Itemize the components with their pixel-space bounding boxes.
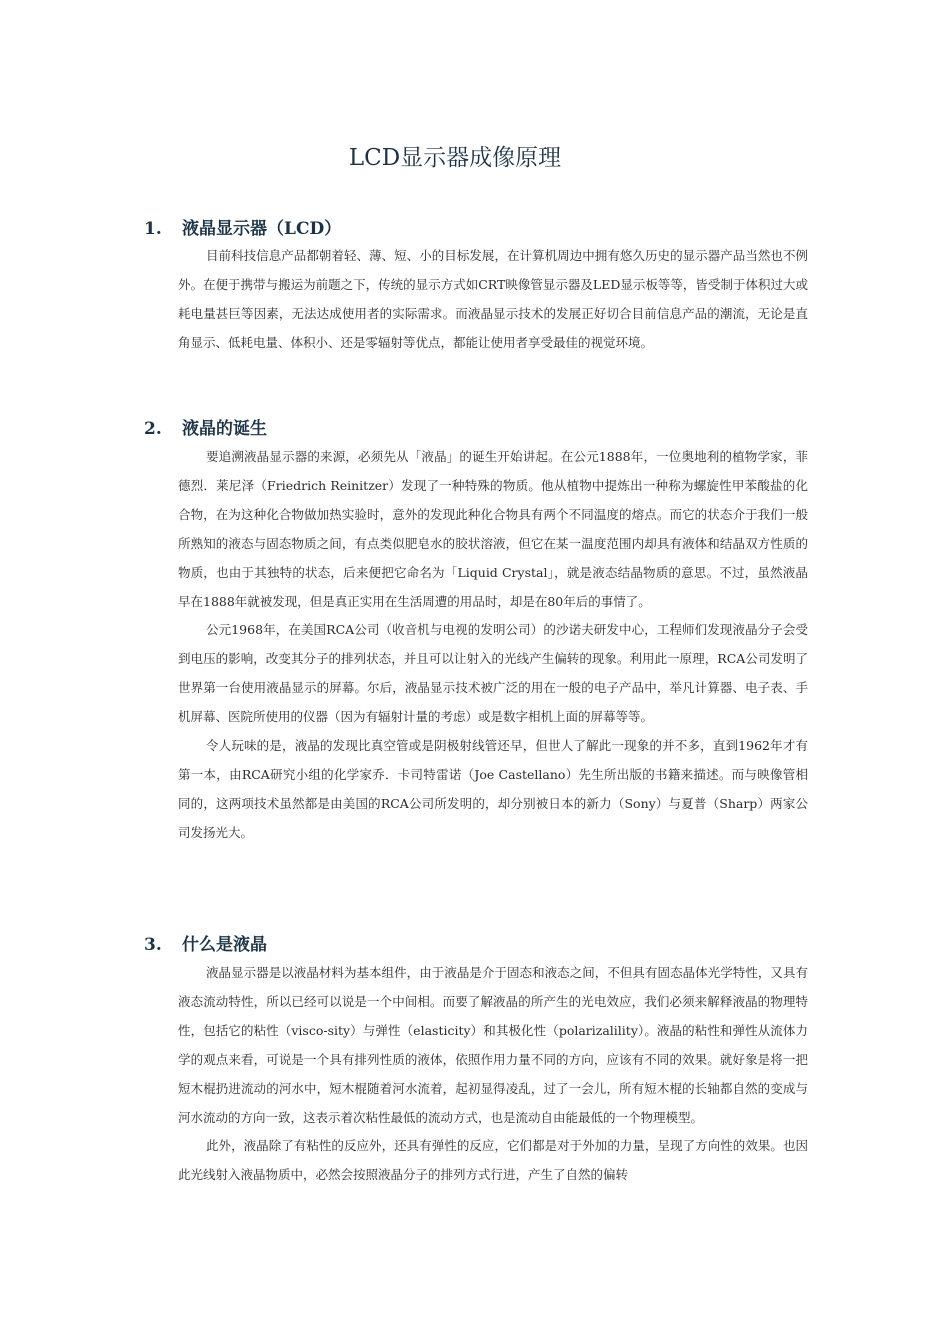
section-heading-3 [144, 933, 267, 957]
paragraph: 此外，液晶除了有粘性的反应外，还具有弹性的反应，它们都是对于外加的力量，呈现了方向性的效果。也因此光线射入液晶物质中，必然会按照液晶分子的排列方式行进，产生了自然的偏转 [178, 1138, 808, 1183]
section-title: 液晶的诞生 [182, 419, 267, 439]
section-heading-2 [144, 417, 267, 441]
paragraph: 公元1968年，在美国RCA公司（收音机与电视的发明公司）的沙诺夫研发中心，工程师们发现液晶分子会受到电压的影响，改变其分子的排列状态，并且可以让射入的光线产生偏转的现象。利用此一原理，RCA公司发明了世界第一台使用液晶显示的屏幕。尔后，液晶显示技术被广泛的用在一般的电子产品中，举凡计算器、电子表、手机屏幕、医院所使用的仪器（因为有辐射计量的考虑）或是数字相机上面的屏幕等等。 [178, 622, 808, 725]
page-title: LCD显示器成像原理 [348, 145, 562, 171]
paragraph: 令人玩味的是，液晶的发现比真空管或是阴极射线管还早，但世人了解此一现象的并不多，直到1962年才有第一本，由RCA研究小组的化学家乔．卡司特雷诺（Joe Castellano）先生所出版的书籍来描述。而与映像管相同的，这两项技术虽然都是由美国的RCA公司所发明的，却分别被日本的新力（Sony）与夏普（Sharp）两家公司发扬光大。 [178, 738, 808, 840]
section-title: 液晶显示器（LCD） [182, 219, 342, 239]
section-number: 1. [144, 219, 162, 239]
paragraph: 要追溯液晶显示器的来源，必须先从「液晶」的诞生开始讲起。在公元1888年，一位奥地利的植物学家，菲德烈．莱尼泽（Friedrich Reinitzer）发现了一种特殊的物质。他从植物中提炼出一种称为螺旋性甲苯酸盐的化合物，在为这种化合物做加热实验时，意外的发现此种化合物具有两个不同温度的熔点。而它的状态介于我们一般所熟知的液态与固态物质之间，有点类似肥皂水的胶状溶液，但它在某一温度范围内却具有液体和结晶双方性质的物质，也由于其独特的状态，后来便把它命名为「Liquid Crystal」，就是液态结晶物质的意思。不过，虽然液晶早在1888年就被发现，但是真正实用在生活周遭的用品时，却是在80年后的事情了。 [178, 449, 808, 609]
section-number: 2. [144, 419, 162, 439]
section-number: 3. [144, 935, 162, 955]
paragraph: 目前科技信息产品都朝着轻、薄、短、小的目标发展，在计算机周边中拥有悠久历史的显示器产品当然也不例外。在便于携带与搬运为前题之下，传统的显示方式如CRT映像管显示器及LED显示板等等，皆受制于体积过大或耗电量甚巨等因素，无法达成使用者的实际需求。而液晶显示技术的发展正好切合目前信息产品的潮流，无论是直角显示、低耗电量、体积小、还是零辐射等优点，都能让使用者享受最佳的视觉环境。 [178, 248, 808, 350]
section-body-3 [178, 959, 808, 1190]
paragraph: 液晶显示器是以液晶材料为基本组件，由于液晶是介于固态和液态之间，不但具有固态晶体光学特性，又具有液态流动特性，所以已经可以说是一个中间相。而要了解液晶的所产生的光电效应，我们必须来解释液晶的物理特性，包括它的粘性（visco-sity）与弹性（elasticity）和其极化性（polarizalility）。液晶的粘性和弹性从流体力学的观点来看，可说是一个具有排列性质的液体，依照作用力量不同的方向，应该有不同的效果。就好象是将一把短木棍扔进流动的河水中，短木棍随着河水流着，起初显得凌乱，过了一会儿，所有短木棍的长轴都自然的变成与河水流动的方向一致，这表示着次粘性最低的流动方式，也是流动自由能最低的一个物理模型。 [178, 965, 808, 1125]
section-heading-1 [144, 217, 341, 241]
section-body-2 [178, 443, 808, 848]
section-title: 什么是液晶 [182, 935, 267, 955]
section-body-1 [178, 242, 808, 358]
